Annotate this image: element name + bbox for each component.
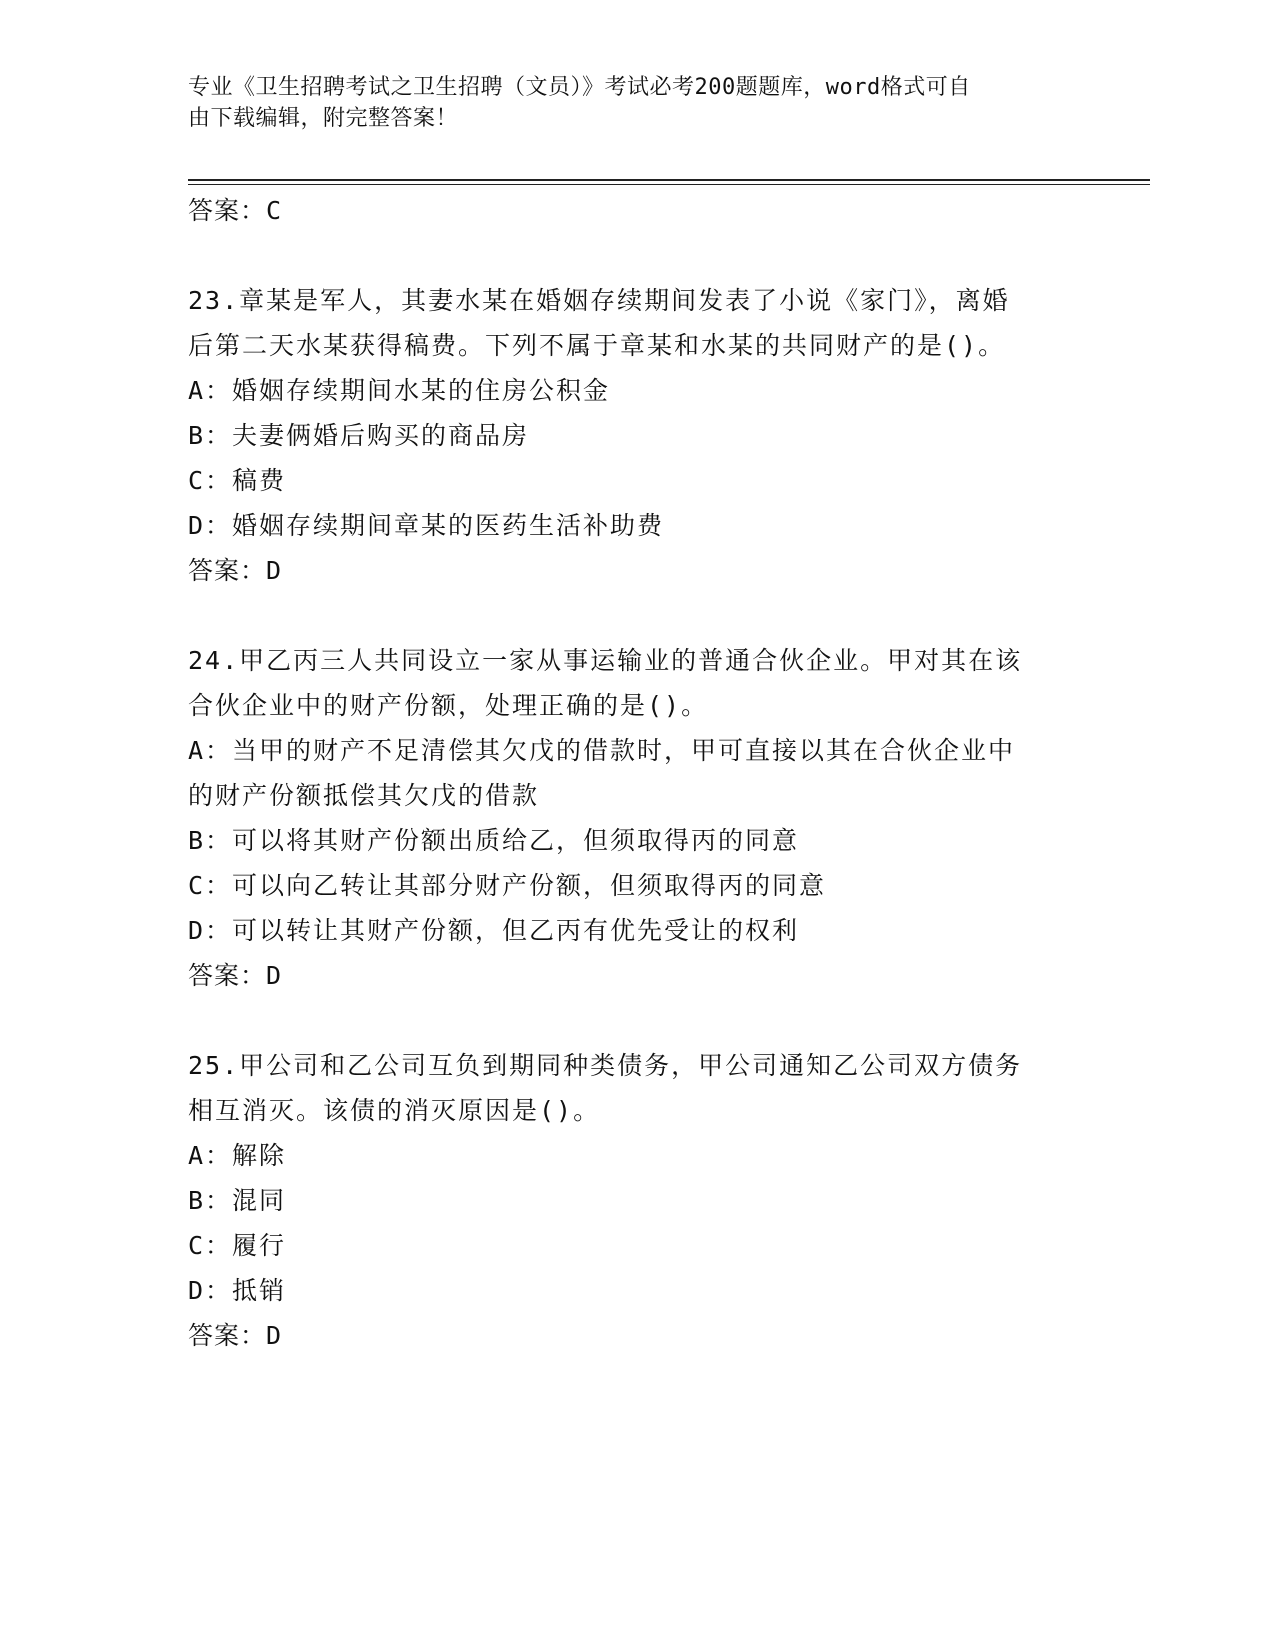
option-a: A：婚姻存续期间水某的住房公积金 bbox=[188, 376, 611, 405]
header-divider bbox=[188, 184, 1150, 185]
answer-line: 答案：D bbox=[188, 961, 283, 990]
question-block bbox=[188, 278, 1088, 593]
option-d: D：婚姻存续期间章某的医药生活补助费 bbox=[188, 511, 665, 540]
page-header bbox=[188, 72, 1068, 134]
question-content bbox=[188, 188, 1088, 1358]
question-block bbox=[188, 1043, 1088, 1358]
option-d: D：抵销 bbox=[188, 1276, 287, 1305]
question-stem: 合伙企业中的财产份额，处理正确的是()。 bbox=[188, 691, 709, 720]
option-c: C：稿费 bbox=[188, 466, 287, 495]
spacer bbox=[188, 233, 1088, 278]
option-a: A：当甲的财产不足清偿其欠戊的借款时，甲可直接以其在合伙企业中 bbox=[188, 736, 1016, 765]
option-c: C：履行 bbox=[188, 1231, 287, 1260]
header-line: 专业《卫生招聘考试之卫生招聘（文员）》考试必考200题题库，word格式可自 bbox=[188, 75, 971, 100]
question-stem: 后第二天水某获得稿费。下列不属于章某和水某的共同财产的是()。 bbox=[188, 331, 1006, 360]
header-divider bbox=[188, 179, 1150, 181]
option-a: A：解除 bbox=[188, 1141, 287, 1170]
option-b: B：可以将其财产份额出质给乙，但须取得丙的同意 bbox=[188, 826, 800, 855]
option-a-continued: 的财产份额抵偿其欠戊的借款 bbox=[188, 781, 540, 810]
answer-line: 答案：D bbox=[188, 556, 283, 585]
question-stem: 25.甲公司和乙公司互负到期同种类债务，甲公司通知乙公司双方债务 bbox=[188, 1051, 1023, 1080]
header-line: 由下载编辑，附完整答案！ bbox=[188, 106, 459, 131]
question-stem: 24.甲乙丙三人共同设立一家从事运输业的普通合伙企业。甲对其在该 bbox=[188, 646, 1023, 675]
option-d: D：可以转让其财产份额，但乙丙有优先受让的权利 bbox=[188, 916, 800, 945]
option-c: C：可以向乙转让其部分财产份额，但须取得丙的同意 bbox=[188, 871, 827, 900]
option-b: B：夫妻俩婚后购买的商品房 bbox=[188, 421, 530, 450]
answer-line: 答案：C bbox=[188, 196, 283, 225]
question-stem: 23.章某是军人，其妻水某在婚姻存续期间发表了小说《家门》，离婚 bbox=[188, 286, 1010, 315]
spacer bbox=[188, 998, 1088, 1043]
answer-line: 答案：D bbox=[188, 1321, 283, 1350]
question-block bbox=[188, 638, 1088, 998]
spacer bbox=[188, 593, 1088, 638]
question-stem: 相互消灭。该债的消灭原因是()。 bbox=[188, 1096, 601, 1125]
option-b: B：混同 bbox=[188, 1186, 287, 1215]
